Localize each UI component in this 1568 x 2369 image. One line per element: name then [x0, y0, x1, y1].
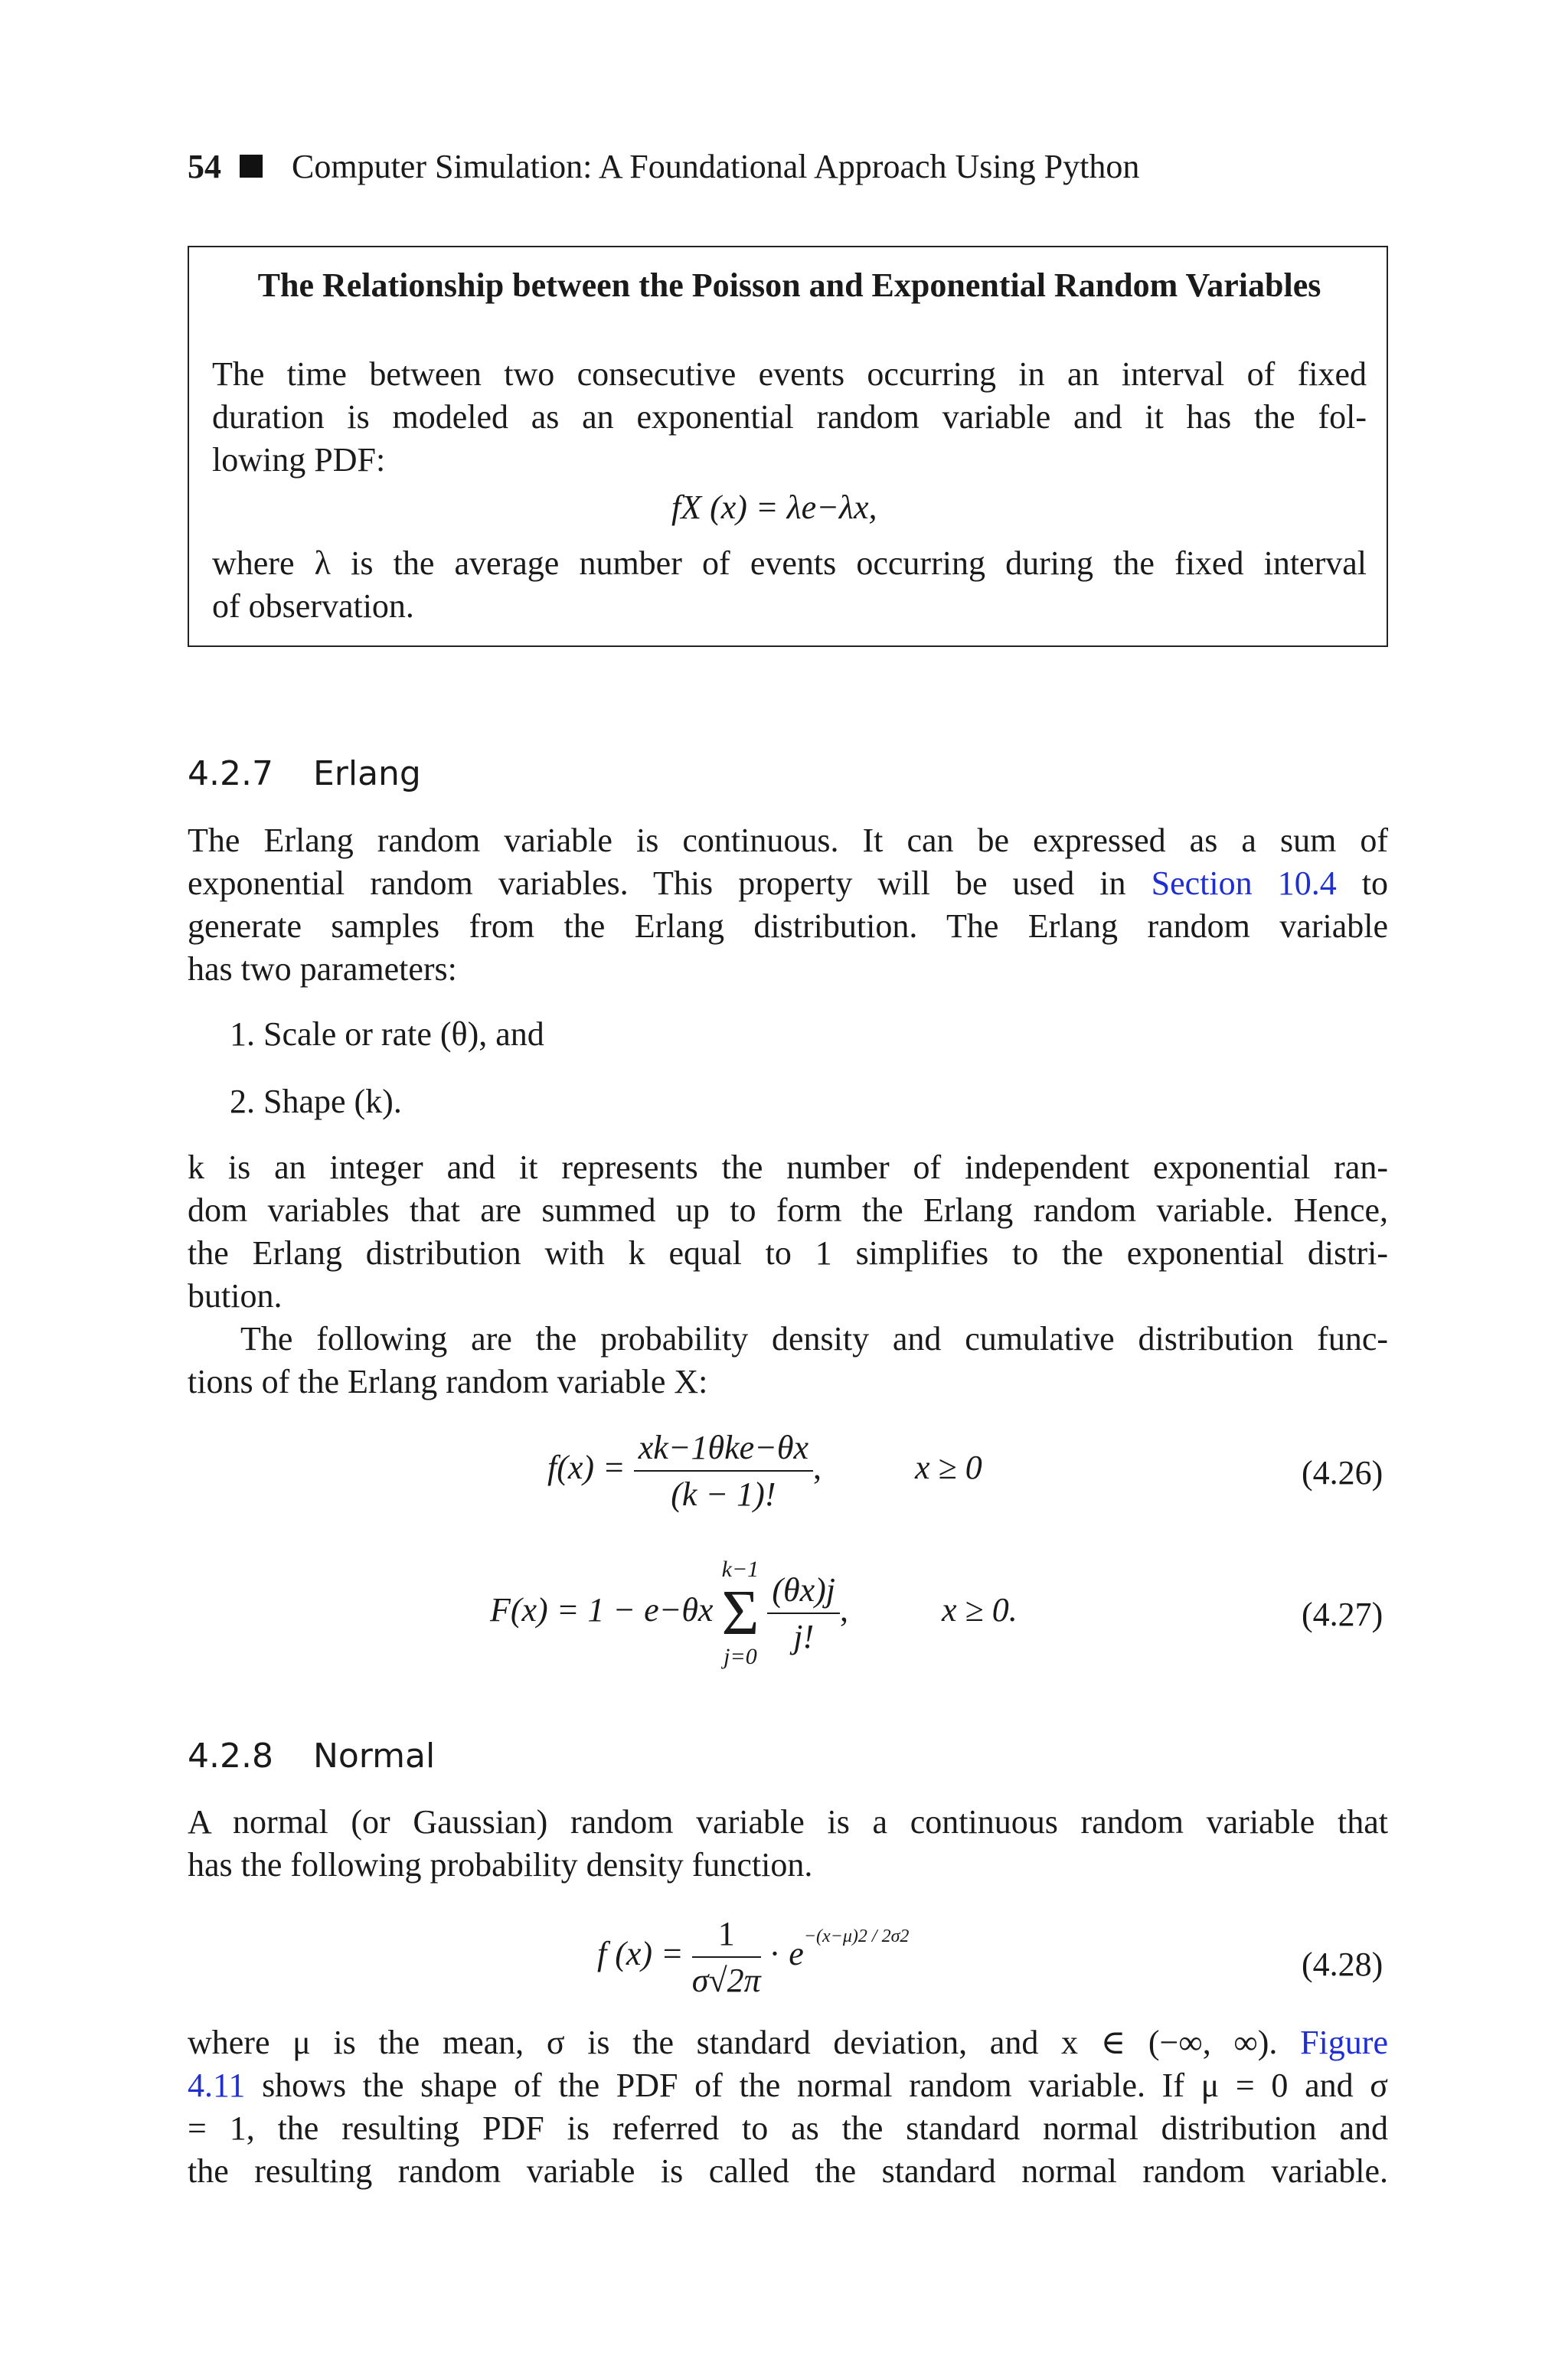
normal-p2-line-3: = 1, the resulting PDF is referred to as the standard normal distribution and — [188, 2109, 1388, 2147]
box-title: The Relationship between the Poisson and Exponential Random Variables — [257, 266, 1321, 304]
erlang-p3-line-2: tions of the Erlang random variable X: — [188, 1363, 708, 1400]
erlang-p2-line-4: bution. — [188, 1277, 283, 1315]
eq-condition: x ≥ 0 — [915, 1449, 982, 1487]
equation-4-28: f (x) = $\frac{1}{\sigma√2\pi}$ · $e^{-(x-\mu)2 / 2\sigma 2}$ — [597, 1915, 910, 1999]
equation-label: (4.26) — [1302, 1454, 1383, 1492]
erlang-p1-line-4: has two parameters: — [188, 950, 457, 988]
header-square-icon — [240, 155, 263, 178]
section-number: 4.2.8 — [188, 1737, 273, 1776]
erlang-p2-line-3: the Erlang distribution with k equal to 1 simplifies to the exponential distri- — [188, 1234, 1388, 1272]
box-formula: fX (x) = λe−λx, — [671, 489, 877, 526]
summation-sign: k−1 Σ j=0 — [721, 1557, 760, 1669]
normal-p1-line-1: A normal (or Gaussian) random variable is a continuous random variable that — [188, 1803, 1388, 1841]
erlang-p2-line-2: dom variables that are summed up to form the Erlang random variable. Hence, — [188, 1191, 1388, 1229]
equation-label: (4.27) — [1302, 1596, 1383, 1633]
relationship-box — [188, 246, 1388, 647]
figure-number-link[interactable]: 4.11 — [188, 2067, 246, 2104]
erlang-p3-line-1: The following are the probability density and cumulative distribution func- — [240, 1320, 1388, 1358]
erlang-p2-line-1: k is an integer and it represents the number of independent exponential ran- — [188, 1149, 1388, 1186]
list-item: 1. Scale or rate (θ), and — [230, 1015, 544, 1053]
normal-p2-line-4: the resulting random variable is called the standard normal random variable. — [188, 2152, 1388, 2190]
eq-lhs: f(x) = — [547, 1449, 626, 1487]
erlang-p1-line-1: The Erlang random variable is continuous. It can be expressed as a sum of — [188, 822, 1388, 859]
box-line-4: where λ is the average number of events occurring during the fixed interval — [212, 544, 1367, 582]
erlang-p1-line-2: exponential random variables. This property will be used in Section 10.4 to — [188, 864, 1389, 902]
section-title: Erlang — [312, 754, 421, 793]
eq-fraction: $\frac{\text{xk−1θke−θx}}{(k - 1)!}$ — [634, 1428, 813, 1514]
page-number: 54 — [188, 148, 221, 185]
section-number: 4.2.7 — [188, 754, 273, 793]
eq-condition: x ≥ 0. — [942, 1591, 1018, 1629]
normal-p2-line-1: where μ is the mean, σ is the standard deviation, and x ∈ (−∞, ∞). Figure — [188, 2024, 1388, 2061]
figure-link[interactable]: Figure — [1300, 2024, 1388, 2061]
eq-lhs: f (x) = — [597, 1935, 684, 1973]
box-line-2: duration is modeled as an exponential random variable and it has the fol- — [212, 398, 1367, 436]
equation-label: (4.28) — [1302, 1946, 1383, 1983]
eq-exponent: (x−μ)2 / 2σ2 — [816, 1926, 910, 1947]
section-10-4-link[interactable]: Section 10.4 — [1151, 864, 1337, 902]
running-header — [188, 147, 1139, 186]
eq-lhs: F(x) = 1 − e−θx — [490, 1591, 714, 1629]
equation-4-26: f(x) = $\frac{\text{xk−1θke−θx}}{(k - 1)!}$ , x ≥ 0 — [547, 1429, 982, 1513]
eq-fraction: $\frac{1}{\sigma√2\pi}$ — [691, 1915, 761, 1999]
section-heading-erlang — [188, 754, 421, 793]
list-item: 2. Shape (k). — [230, 1083, 402, 1120]
eq-fraction: $\frac{(\theta x)j}{j!}$ — [767, 1570, 840, 1656]
section-title: Normal — [312, 1737, 436, 1776]
normal-p1-line-2: has the following probability density function. — [188, 1846, 813, 1884]
box-line-1: The time between two consecutive events occurring in an interval of fixed — [212, 355, 1367, 393]
equation-4-27: F(x) = 1 − e−θx k−1 Σ j=0 $\frac{(\theta x)j}{j!}$ , x ≥ 0. — [490, 1557, 1018, 1669]
section-heading-normal — [188, 1737, 435, 1776]
running-title: Computer Simulation: A Foundational Approach Using Python — [292, 148, 1140, 185]
erlang-p1-line-3: generate samples from the Erlang distribution. The Erlang random variable — [188, 907, 1388, 945]
normal-p2-line-2: 4.11 shows the shape of the PDF of the normal random variable. If μ = 0 and σ — [188, 2067, 1389, 2104]
box-line-5: of observation. — [212, 587, 414, 625]
box-line-3: lowing PDF: — [212, 441, 386, 479]
